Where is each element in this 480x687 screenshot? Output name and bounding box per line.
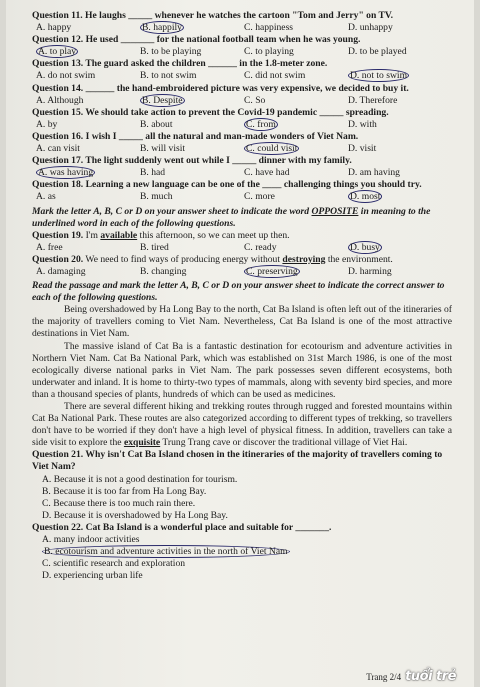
q11-option-d[interactable]: D. unhappy	[348, 22, 393, 34]
q21-option-c[interactable]: C. Because there is too much rain there.	[42, 497, 196, 509]
q14-option-a[interactable]: A. Although	[36, 94, 84, 106]
q21-option-a[interactable]: A. Because it is not a good destination for tourism.	[42, 473, 238, 485]
question-14	[32, 83, 452, 107]
q19-option-d[interactable]: D. busy	[350, 241, 380, 253]
instruction-opposite: Mark the letter A, B, C or D on your answer sheet to indicate the word OPPOSITE in meaning to the underlined word in each of the following questions.	[32, 205, 431, 229]
passage-paragraph-2: The massive island of Cat Ba is a fantastic destination for ecotourism and adventure activities in Northern Viet Nam. Cat Ba National Park, which was established on 31st March 1986, is one of the most ecologically diverse national parks in Viet Nam. The park possesses seven different ecosystems, both underwater and inland. It is home to thirty-two types of mammals, along with seventy bird species, and more than a thousand species of plants, hundreds of which can be used as medicines.	[32, 340, 452, 400]
q17-option-d[interactable]: D. am having	[348, 167, 400, 179]
page-number: Trang 2/4	[366, 671, 402, 682]
question-stem: Question 13. The guard asked the children ______ in the 1.8-meter zone.	[32, 58, 328, 70]
q11-option-b[interactable]: B. happily	[142, 22, 182, 34]
question-stem: Question 17. The light suddenly went out while I _____ dinner with my family.	[32, 155, 352, 167]
q21-option-b[interactable]: B. Because it is too far from Ha Long Bay.	[42, 485, 207, 497]
question-17	[32, 155, 452, 179]
q13-option-d[interactable]: D. not to swim	[350, 70, 408, 82]
q19-option-a[interactable]: A. free	[36, 241, 63, 253]
q20-option-d[interactable]: D. harming	[348, 265, 392, 277]
q17-option-b[interactable]: B. had	[140, 167, 166, 179]
q18-option-a[interactable]: A. as	[36, 191, 56, 203]
q13-option-b[interactable]: B. to not swim	[140, 70, 197, 82]
q19-option-b[interactable]: B. tired	[140, 241, 169, 253]
q12-option-c[interactable]: C. to playing	[244, 46, 294, 58]
question-13	[32, 58, 452, 82]
question-12	[32, 34, 452, 58]
q14-option-b[interactable]: B. Despite	[142, 94, 183, 106]
q20-option-b[interactable]: B. changing	[140, 265, 187, 277]
page-footer	[366, 668, 456, 684]
question-16	[32, 131, 452, 155]
q22-option-c[interactable]: C. scientific research and exploration	[42, 558, 186, 570]
q17-option-a[interactable]: A. was having	[38, 167, 94, 179]
q15-option-a[interactable]: A. by	[36, 118, 58, 130]
q19-option-c[interactable]: C. ready	[244, 241, 277, 253]
q14-option-d[interactable]: D. Therefore	[348, 94, 398, 106]
q12-option-b[interactable]: B. to be playing	[140, 46, 202, 58]
q16-option-d[interactable]: D. visit	[348, 143, 377, 155]
exam-page	[6, 0, 474, 687]
q13-option-c[interactable]: C. did not swim	[244, 70, 306, 82]
instruction-passage: Read the passage and mark the letter A, B, C or D on your answer sheet to indicate the correct answer to each of the following questions.	[32, 280, 445, 304]
question-19: Question 19. I'm available this afternoon, so we can meet up then. A. free B. tired C. ready D. busy	[32, 230, 452, 254]
q18-option-b[interactable]: B. much	[140, 191, 173, 203]
q13-option-a[interactable]: A. do not swim	[36, 70, 96, 82]
question-20: Question 20. We need to find ways of producing energy without destroying the environment. A. damaging B. changing C. preserving D. harming	[32, 254, 452, 278]
q15-option-b[interactable]: B. about	[140, 118, 173, 130]
question-list	[32, 10, 452, 204]
q12-option-d[interactable]: D. to be played	[348, 46, 407, 58]
q11-option-a[interactable]: A. happy	[36, 22, 72, 34]
q14-option-c[interactable]: C. So	[244, 94, 266, 106]
q22-option-b[interactable]: B. ecotourism and adventure activities in the north of Viet Nam	[44, 546, 288, 558]
q16-option-b[interactable]: B. will visit	[140, 143, 186, 155]
q12-option-a[interactable]: A. to play	[38, 46, 77, 58]
q17-option-c[interactable]: C. have had	[244, 167, 290, 179]
q16-option-c[interactable]: C. could visit	[246, 143, 298, 155]
q20-option-a[interactable]: A. damaging	[36, 265, 86, 277]
q16-option-a[interactable]: A. can visit	[36, 143, 80, 155]
passage-paragraph-3: There are several different hiking and trekking routes through rugged and forested mountains within Cat Ba National Park. These routes are also categorized according to different types of trekking, so travellers don't have to be worried if they don't have a high level of physical fitness. In addition, travellers can take a side visit to explore the exquisite Trung Trang cave or discover the traditional village of Viet Hai.	[32, 401, 452, 449]
question-stem: Question 12. He used _______ for the national football team when he was young.	[32, 34, 361, 46]
question-11	[32, 10, 452, 34]
question-stem: Question 14. ______ the hand-embroidered picture was very expensive, we decided to buy it.	[32, 82, 409, 94]
q15-option-c[interactable]: C. from	[246, 118, 276, 130]
q18-option-d[interactable]: D. most	[350, 191, 381, 203]
question-stem: Question 15. We should take action to prevent the Covid-19 pandemic _____ spreading.	[32, 106, 389, 118]
question-stem: Question 16. I wish I _____ all the natural and man-made wonders of Viet Nam.	[32, 130, 359, 142]
question-15	[32, 107, 452, 131]
q18-option-c[interactable]: C. more	[244, 191, 275, 203]
brand-logo: tuổi trẻ	[405, 668, 456, 684]
q20-option-c[interactable]: C. preserving	[246, 265, 298, 277]
passage-paragraph-1: Being overshadowed by Ha Long Bay to the north, Cat Ba Island is often left out of the itineraries of the majority of travellers coming to Viet Nam. Nevertheless, Cat Ba Island is one of the most attractive destinations in Viet Nam.	[32, 304, 452, 340]
q11-option-c[interactable]: C. happiness	[244, 22, 294, 34]
question-stem: Question 18. Learning a new language can be one of the ____ challenging things you should try.	[32, 179, 422, 191]
reading-passage	[32, 304, 452, 449]
q22-option-a[interactable]: A. many indoor activities	[42, 534, 140, 546]
question-22: Question 22. Cat Ba Island is a wonderful place and suitable for _______. A. many indoor activities B. ecotourism and adventure activities in the north of Viet Nam C. scientific research and exploration D. experiencing urban life	[32, 522, 452, 582]
question-stem: Question 11. He laughs _____ whenever he watches the cartoon "Tom and Jerry" on TV.	[32, 10, 394, 21]
question-21: Question 21. Why isn't Cat Ba Island chosen in the itineraries of the majority of travellers coming to Viet Nam? A. Because it is not a good destination for tourism. B. Because it is too far from Ha Long Bay. C. Because there is too much rain there. D. Because it is overshadowed by Ha Long Bay.	[32, 449, 452, 522]
question-18	[32, 179, 452, 203]
q15-option-d[interactable]: D. with	[348, 118, 377, 130]
q22-option-d[interactable]: D. experiencing urban life	[42, 570, 143, 582]
q21-option-d[interactable]: D. Because it is overshadowed by Ha Long Bay.	[42, 509, 228, 521]
